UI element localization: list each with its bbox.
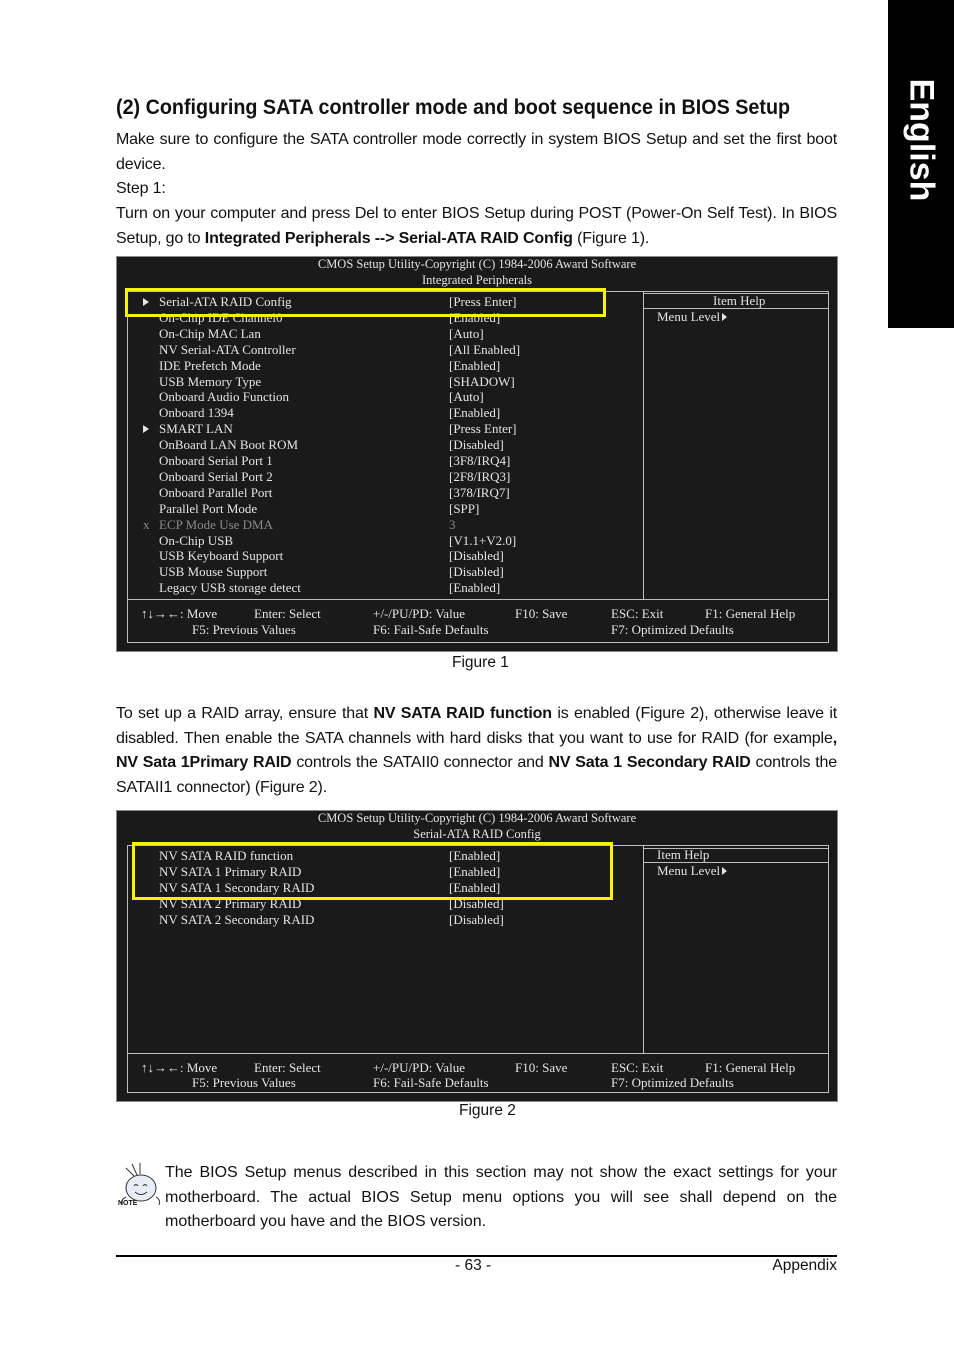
bios-item-value: [Enabled]: [449, 879, 501, 895]
bios-item-value: [Auto]: [449, 389, 484, 405]
bios-item-value: [Disabled]: [449, 895, 504, 911]
bios-item-value: [All Enabled]: [449, 341, 521, 357]
disabled-mark: x: [143, 516, 150, 532]
bios-title-copyright: CMOS Setup Utility-Copyright (C) 1984-2006 Award Software: [317, 257, 637, 271]
bios-item-value: [Auto]: [449, 325, 484, 341]
step1-label: Step 1:: [116, 180, 166, 197]
bios-item-value: [Press Enter]: [449, 294, 517, 309]
bios-title-page: Integrated Peripherals: [421, 273, 533, 287]
bios-item-list: [143, 294, 623, 594]
bios-item-label: Serial-ATA RAID Config: [159, 294, 292, 309]
bios-item-label: Onboard Serial Port 2: [159, 468, 273, 484]
raid-bold-3: NV Sata 1 Secondary RAID: [548, 754, 751, 772]
bios-item-label: On-Chip IDE Channel0: [159, 309, 283, 325]
raid-text-4: controls the SATAII1 connector) (Figure 2).: [116, 754, 837, 796]
bios-item-value: [3F8/IRQ4]: [449, 453, 511, 468]
section-name: Appendix: [772, 1257, 837, 1274]
key-value: +/-/PU/PD: Value: [373, 606, 465, 621]
bios-item-value: [Disabled]: [449, 564, 504, 580]
key-f7: F7: Optimized Defaults: [611, 1075, 734, 1090]
raid-bold-1: NV SATA RAID function: [373, 705, 552, 722]
bios-item-label: USB Mouse Support: [159, 564, 268, 580]
raid-bold-2: NV Sata 1Primary RAID: [116, 754, 292, 772]
bios-item-label: Onboard Audio Function: [159, 389, 289, 405]
key-move: ↑↓→←: Move: [141, 1060, 218, 1075]
bios-item-label: Legacy USB storage detect: [159, 580, 301, 596]
key-f7: F7: Optimized Defaults: [611, 622, 734, 637]
language-tab: [888, 0, 954, 328]
bios-title-copyright: CMOS Setup Utility-Copyright (C) 1984-2006 Award Software: [317, 811, 637, 825]
bios-item-help: Item Help: [713, 293, 766, 308]
step1-bold: Integrated Peripherals --> Serial-ATA RAID Config: [204, 229, 573, 247]
bios-menu-level-label: Menu Level: [657, 309, 721, 324]
bios-item-value: [SHADOW]: [449, 373, 515, 389]
bios-item-help: Item Help: [657, 847, 710, 862]
bios-item-value: [Enabled]: [449, 863, 501, 879]
bios-item-value: [V1.1+V2.0]: [449, 532, 517, 548]
bios-footer-divider: [128, 1053, 828, 1054]
key-enter: Enter: Select: [254, 606, 321, 621]
bios-item-value: [Disabled]: [449, 437, 504, 453]
bios-item-label: NV SATA 1 Primary RAID: [159, 863, 302, 879]
submenu-arrow-icon: [143, 425, 149, 433]
key-f10: F10: Save: [515, 1060, 568, 1075]
bios-item-value: [Disabled]: [449, 911, 504, 927]
bios-item-value: [Disabled]: [449, 548, 504, 564]
key-value: +/-/PU/PD: Value: [373, 1060, 465, 1075]
bios-item-label: Onboard 1394: [159, 405, 234, 421]
bios-item-label: NV SATA 1 Secondary RAID: [159, 879, 315, 895]
step1-text-a: Turn on your computer and press Del to enter BIOS Setup during POST (Power-On Self Test). In BIOS Setup, go to: [116, 205, 837, 247]
key-f6: F6: Fail-Safe Defaults: [373, 622, 489, 637]
figure2-caption: Figure 2: [459, 1102, 516, 1119]
bios-item-label: NV SATA 2 Primary RAID: [159, 895, 302, 911]
raid-text-1: To set up a RAID array, ensure that: [116, 705, 369, 722]
bios-item-label: OnBoard LAN Boot ROM: [159, 437, 299, 453]
note-icon: [116, 1162, 160, 1208]
language-tab-label: English: [902, 78, 941, 202]
note-icon-label: NOTE: [118, 1200, 138, 1207]
step1-paragraph: [116, 202, 837, 251]
raid-text-2: is enabled (Figure 2), otherwise leave it disabled. Then enable the SATA channels with hard disks that you want to use for RAID (for example: [116, 705, 838, 747]
key-enter: Enter: Select: [254, 1060, 321, 1075]
step1-text-b: (Figure 1).: [577, 229, 650, 247]
bios-item-value: [Enabled]: [449, 848, 501, 863]
bios-item-label: SMART LAN: [159, 421, 233, 437]
figure1-caption: Figure 1: [452, 654, 509, 671]
bios-item-label: NV Serial-ATA Controller: [159, 341, 296, 357]
bios-item-value: [Enabled]: [449, 309, 501, 325]
key-esc: ESC: Exit: [611, 606, 664, 621]
bios-screen-figure2: [116, 810, 838, 1102]
menu-level-arrow-icon: [722, 313, 727, 321]
key-esc: ESC: Exit: [611, 1060, 664, 1075]
bios-item-label: Parallel Port Mode: [159, 500, 258, 516]
bios-menu-level: [657, 309, 727, 325]
bios-item-label: Onboard Serial Port 1: [159, 453, 273, 468]
menu-level-arrow-icon: [722, 867, 727, 875]
key-f1: F1: General Help: [705, 606, 796, 621]
bios-item-label: NV SATA 2 Secondary RAID: [159, 911, 315, 927]
bios-menu-level-label: Menu Level: [657, 863, 721, 878]
bios-item-value: 3: [449, 516, 456, 532]
intro-text: Make sure to configure the SATA controller mode correctly in system BIOS Setup and set the first boot device.: [116, 131, 837, 173]
key-f10: F10: Save: [515, 606, 568, 621]
bios-item-label: USB Keyboard Support: [159, 548, 284, 564]
bios-item-value: [SPP]: [449, 500, 480, 516]
bios-item-value: [Enabled]: [449, 357, 501, 373]
bios-item-value: [2F8/IRQ3]: [449, 468, 511, 484]
section-heading: (2) Configuring SATA controller mode and boot sequence in BIOS Setup: [116, 96, 791, 119]
bios-item-label: On-Chip MAC Lan: [159, 325, 261, 341]
bios-item-value: [Enabled]: [449, 580, 501, 596]
bios-item-value: [378/IRQ7]: [449, 484, 510, 500]
highlight-box: [125, 288, 606, 317]
bios-footer-divider: [128, 599, 828, 600]
key-f5: F5: Previous Values: [192, 1075, 296, 1090]
key-move: ↑↓→←: Move: [141, 606, 218, 621]
bios-menu-level: [657, 863, 727, 879]
bios-item-label: On-Chip USB: [159, 532, 234, 548]
highlight-box: [132, 842, 613, 900]
bios-item-label: ECP Mode Use DMA: [159, 516, 273, 532]
note-text: The BIOS Setup menus described in this section may not show the exact settings for your motherboard. The actual BIOS Setup menu options you will see shall depend on the motherboard you have and the BIOS version.: [165, 1164, 837, 1231]
bios-item-value: [Enabled]: [449, 405, 501, 421]
raid-bold-comma: ,: [832, 729, 837, 747]
intro-paragraph: [116, 128, 837, 177]
bios-column-divider: [643, 292, 644, 599]
bios-item-label: NV SATA RAID function: [159, 848, 294, 863]
bios-item-label: Onboard Parallel Port: [159, 484, 273, 500]
bios-item-label: IDE Prefetch Mode: [159, 357, 261, 373]
key-f1: F1: General Help: [705, 1060, 796, 1075]
raid-paragraph: [116, 702, 837, 800]
bios-item-label: USB Memory Type: [159, 373, 262, 389]
key-f6: F6: Fail-Safe Defaults: [373, 1075, 489, 1090]
page-number: - 63 -: [455, 1257, 492, 1274]
bios-item-value: [Press Enter]: [449, 421, 517, 437]
key-f5: F5: Previous Values: [192, 622, 296, 637]
bios-title-page: Serial-ATA RAID Config: [413, 827, 541, 841]
raid-text-3: controls the SATAII0 connector and: [296, 754, 544, 772]
bios-column-divider: [643, 846, 644, 1053]
bios-screen-figure1: [116, 256, 838, 652]
